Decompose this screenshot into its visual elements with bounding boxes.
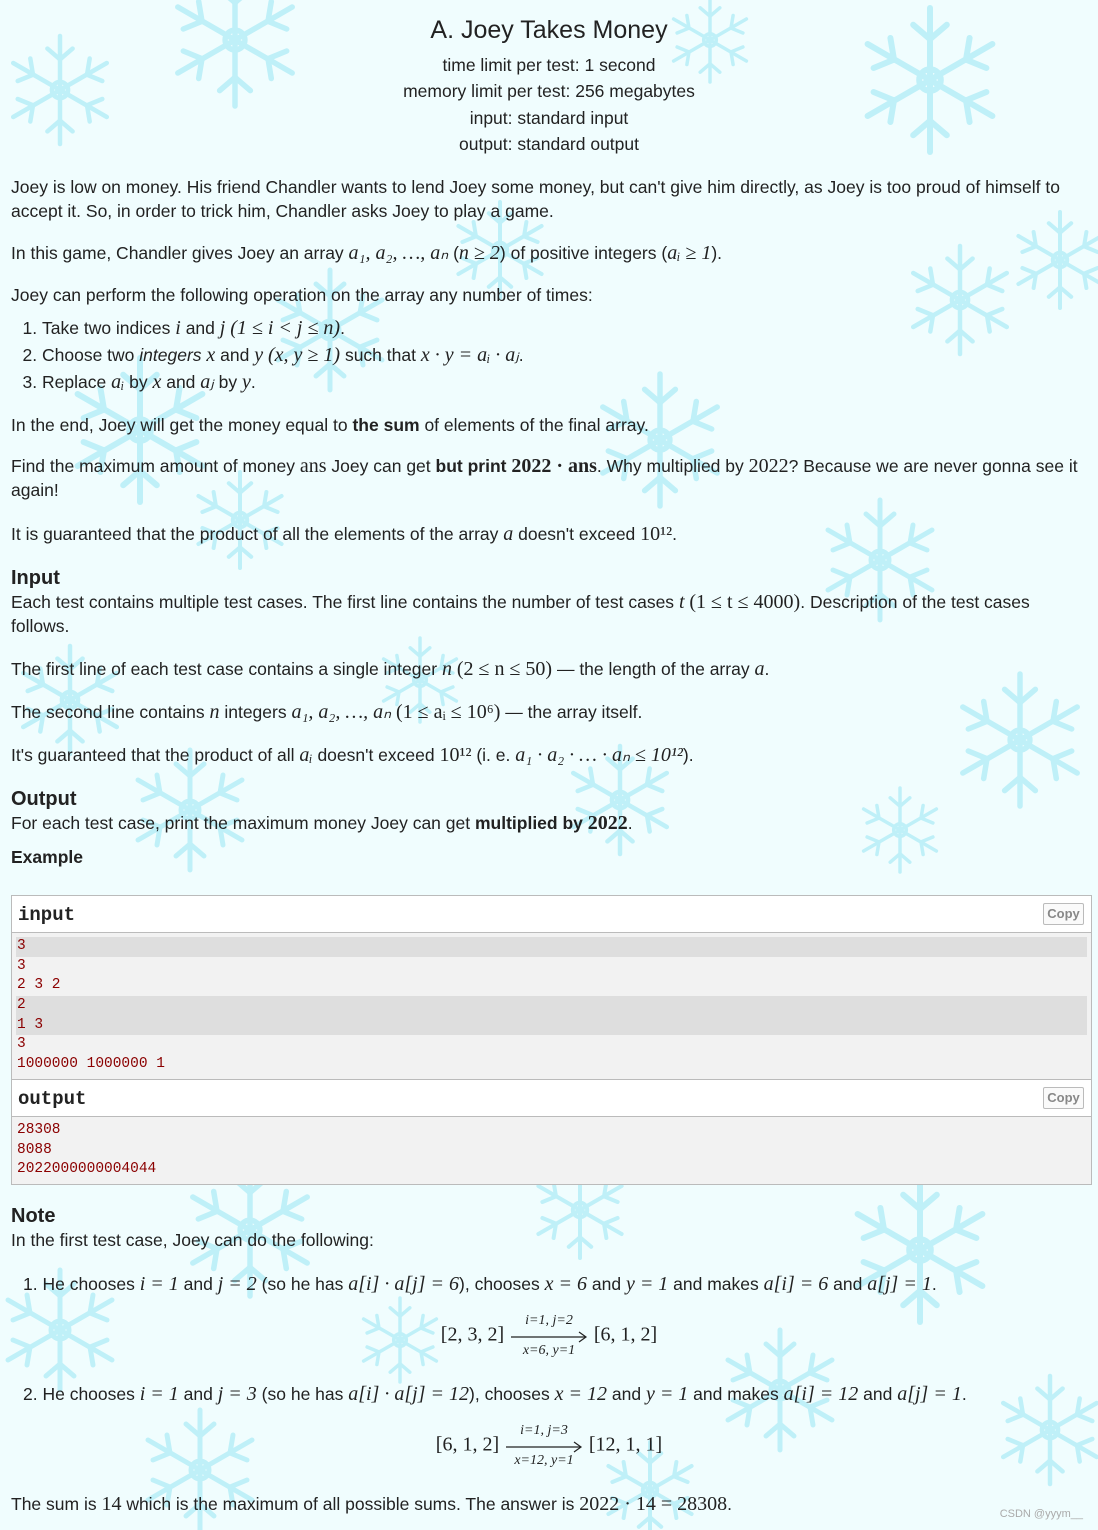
math: t	[678, 591, 685, 614]
output-paragraph	[11, 811, 1087, 835]
display-equation-2	[0, 1423, 1098, 1469]
bold-text: multiplied by	[474, 813, 588, 834]
time-limit: time limit per test: 1 second	[442, 55, 656, 75]
text: The second line contains	[11, 702, 210, 723]
math: aᵢ	[299, 744, 313, 767]
text: which is the maximum of all possible sums. The answer is	[121, 1494, 580, 1514]
text: .	[672, 524, 678, 545]
input-paragraph-3	[11, 700, 1087, 724]
sample-line: 2	[16, 996, 1087, 1016]
text: Take two indices	[42, 318, 176, 339]
text: and makes	[688, 1384, 784, 1404]
text: It is guaranteed that the product of all the elements of the array	[11, 524, 504, 545]
math: 2022	[587, 812, 628, 835]
text: He chooses	[42, 1274, 140, 1294]
sample-output-body[interactable]	[12, 1117, 1091, 1184]
problem-statement	[11, 175, 1087, 546]
math: y = 1	[645, 1383, 689, 1405]
statement-paragraph-4	[11, 413, 1087, 437]
math: j	[219, 317, 226, 340]
math: 2022	[748, 455, 789, 478]
text: integers	[219, 702, 292, 723]
text: Each test contains multiple test cases. The first line contains the number of test cases	[11, 592, 679, 613]
note-step-1	[23, 1271, 1093, 1298]
sample-input-label: input	[18, 904, 76, 926]
math: 2022 · ans	[511, 455, 597, 478]
math: a[i] = 12	[783, 1383, 859, 1405]
statement-paragraph-5	[11, 454, 1087, 502]
text: and makes	[668, 1274, 764, 1294]
operation-item	[42, 315, 1087, 342]
text: The first line of each test case contains a single integer	[11, 659, 442, 680]
arrow-icon	[504, 1423, 584, 1469]
arrow-label-bottom: x=6, y=1	[522, 1343, 576, 1358]
text: .	[961, 1384, 967, 1404]
input-paragraph-1	[11, 590, 1087, 638]
display-equation-1	[0, 1313, 1098, 1359]
statement-paragraph-3: Joey can perform the following operation on the array any number of times:	[11, 285, 593, 306]
math: i	[175, 317, 181, 340]
sample-line: 1000000 1000000 1	[17, 1056, 165, 1073]
math: aⱼ	[200, 371, 214, 394]
text: ), chooses	[459, 1274, 545, 1294]
arrow-label-bottom: x=12, y=1	[514, 1453, 574, 1468]
memory-limit: memory limit per test: 256 megabytes	[403, 81, 695, 102]
text: and	[858, 1384, 898, 1404]
output-file: output: standard output	[459, 133, 639, 154]
math: (1 ≤ i < j ≤ n)	[230, 317, 341, 340]
sample-line: 8088	[17, 1141, 52, 1158]
input-specification	[11, 566, 1087, 767]
math: i = 1	[139, 1383, 179, 1405]
bold-text: but print	[435, 456, 512, 477]
text: doesn't exceed	[513, 524, 641, 545]
math: ans	[299, 455, 327, 478]
text: .	[727, 1494, 733, 1514]
text: (so he has	[256, 1274, 349, 1294]
copy-output-button[interactable]: Copy	[1043, 1087, 1084, 1109]
math: [6, 1, 2]	[593, 1323, 658, 1346]
statement-paragraph-1: Joey is low on money. His friend Chandler wants to lend Joey some money, but can't give him directly, as Joey is too proud of himself to accept it. So, in order to trick him, Chandler asks Joey to play a game.	[11, 177, 1060, 222]
sample-input-body[interactable]	[12, 933, 1091, 1080]
text: (i. e.	[471, 745, 516, 766]
text: .	[518, 345, 524, 366]
math: x = 6	[544, 1273, 587, 1295]
section-title-output: Output	[11, 788, 77, 811]
note-final	[11, 1492, 1091, 1516]
math: 2022 · 14 = 28308	[579, 1493, 728, 1515]
text: .	[250, 372, 256, 393]
text: .	[931, 1274, 937, 1294]
text: of elements of the final array.	[419, 415, 649, 436]
math: j = 2	[217, 1273, 257, 1295]
text: and	[178, 1384, 218, 1404]
watermark: CSDN @yyym__	[999, 1508, 1083, 1520]
example-title: Example	[11, 847, 83, 868]
math: [6, 1, 2]	[435, 1433, 500, 1456]
text: Find the maximum amount of money	[11, 456, 300, 477]
text: by	[213, 372, 243, 393]
arrow-label-top: i=1, j=2	[525, 1313, 573, 1328]
text: In the end, Joey will get the money equal to	[11, 415, 353, 436]
text: doesn't exceed	[312, 745, 440, 766]
math: n	[209, 701, 220, 724]
sample-line: 2 3 2	[17, 977, 61, 994]
section-title-input: Input	[11, 567, 60, 590]
note-step-2	[23, 1381, 1093, 1408]
text: and	[587, 1274, 626, 1294]
math: n	[441, 658, 452, 681]
math: 10¹²	[640, 523, 673, 546]
sample-line: 2022000000004044	[17, 1161, 157, 1178]
math: a[i] · a[j] = 6	[348, 1273, 460, 1295]
sample-input-header	[12, 896, 1091, 933]
text: Replace	[42, 372, 112, 393]
statement-paragraph-6	[11, 522, 1087, 546]
math: a	[754, 658, 765, 681]
math: a	[503, 523, 514, 546]
math: a[i] · a[j] = 12	[348, 1383, 470, 1405]
text: In this game, Chandler gives Joey an array	[11, 243, 349, 264]
text: and	[215, 345, 255, 366]
math: aᵢ ≥ 1	[667, 242, 712, 265]
math: 14	[101, 1493, 122, 1515]
text: — the array itself.	[500, 702, 643, 723]
math: 10¹²	[439, 744, 472, 767]
text: and	[180, 318, 220, 339]
math: y	[242, 371, 251, 394]
text: .	[627, 813, 633, 834]
text: Choose two	[42, 345, 140, 366]
text: and	[828, 1274, 868, 1294]
sample-output-label: output	[18, 1087, 87, 1110]
text: such that	[340, 345, 421, 366]
sample-line: 28308	[17, 1121, 61, 1138]
input-paragraph-4	[11, 743, 1087, 767]
text: . Why multiplied by	[596, 456, 749, 477]
math: a[i] = 6	[763, 1273, 829, 1295]
text: by	[124, 372, 153, 393]
sample-output-header	[12, 1080, 1091, 1117]
math: a[j] = 1	[867, 1273, 932, 1295]
math: a₁ · a₂ · … · aₙ ≤ 10¹²	[515, 744, 683, 767]
sample-line: 3	[16, 937, 1087, 957]
sample-line: 3	[17, 957, 26, 974]
copy-input-button[interactable]: Copy	[1043, 903, 1084, 925]
text: The sum is	[11, 1494, 102, 1514]
text: ), chooses	[469, 1384, 555, 1404]
list-number: 2.	[23, 1384, 43, 1404]
text: ) of positive integers (	[499, 243, 668, 264]
operations-list	[11, 315, 1087, 396]
text: (	[448, 243, 459, 264]
problem-header	[11, 0, 1087, 157]
text: (so he has	[256, 1384, 349, 1404]
sample-line: 1 3	[16, 1016, 1087, 1036]
sample-line: 3	[17, 1036, 26, 1053]
math: [12, 1, 1]	[588, 1433, 663, 1456]
math: a₁, a₂, …, aₙ	[291, 701, 392, 724]
math: (x, y ≥ 1)	[268, 344, 341, 367]
math: i = 1	[139, 1273, 179, 1295]
bold-text: the sum	[352, 415, 420, 436]
math: n ≥ 2	[458, 242, 500, 265]
math: x	[206, 344, 216, 367]
text: Joey can get	[326, 456, 436, 477]
note-intro: In the first test case, Joey can do the following:	[11, 1230, 374, 1250]
emphasis: integers	[139, 345, 202, 366]
input-paragraph-2	[11, 657, 1087, 681]
math: j = 3	[217, 1383, 257, 1405]
text: .	[764, 659, 770, 680]
text: .	[340, 318, 345, 339]
math: (1 ≤ aᵢ ≤ 10⁶)	[396, 701, 501, 724]
text: ? Because we are never gonna see it again!	[11, 456, 1078, 501]
input-file: input: standard input	[469, 107, 629, 128]
note-section	[11, 1204, 1091, 1252]
math: y	[254, 344, 264, 367]
math: [2, 3, 2]	[440, 1323, 505, 1346]
math: a[j] = 1	[897, 1383, 962, 1405]
math: x · y = aᵢ · aⱼ	[420, 344, 519, 367]
section-title-note: Note	[11, 1205, 56, 1227]
math: (2 ≤ n ≤ 50)	[456, 658, 553, 681]
operation-item	[42, 342, 1087, 369]
text: ).	[682, 745, 694, 766]
arrow-icon	[509, 1313, 589, 1359]
text: For each test case, print the maximum money Joey can get	[11, 813, 475, 834]
math: (1 ≤ t ≤ 4000)	[689, 591, 801, 614]
sample-test	[11, 895, 1092, 1185]
operation-item	[42, 369, 1087, 396]
problem-title: A. Joey Takes Money	[430, 16, 668, 44]
list-number: 1.	[23, 1274, 43, 1294]
text: and	[178, 1274, 218, 1294]
output-specification	[11, 787, 1087, 835]
math: y = 1	[625, 1273, 669, 1295]
math: x = 12	[554, 1383, 607, 1405]
text: ).	[711, 243, 723, 264]
text: It's guaranteed that the product of all	[11, 745, 300, 766]
math: aᵢ	[111, 371, 125, 394]
text: He chooses	[42, 1384, 140, 1404]
text: and	[161, 372, 201, 393]
text: and	[607, 1384, 646, 1404]
arrow-label-top: i=1, j=3	[520, 1423, 568, 1438]
math: x	[152, 371, 162, 394]
text: — the length of the array	[552, 659, 755, 680]
math: a₁, a₂, …, aₙ	[348, 242, 449, 265]
statement-paragraph-2	[11, 241, 1087, 265]
text: . Description of the test cases follows.	[11, 592, 1030, 637]
